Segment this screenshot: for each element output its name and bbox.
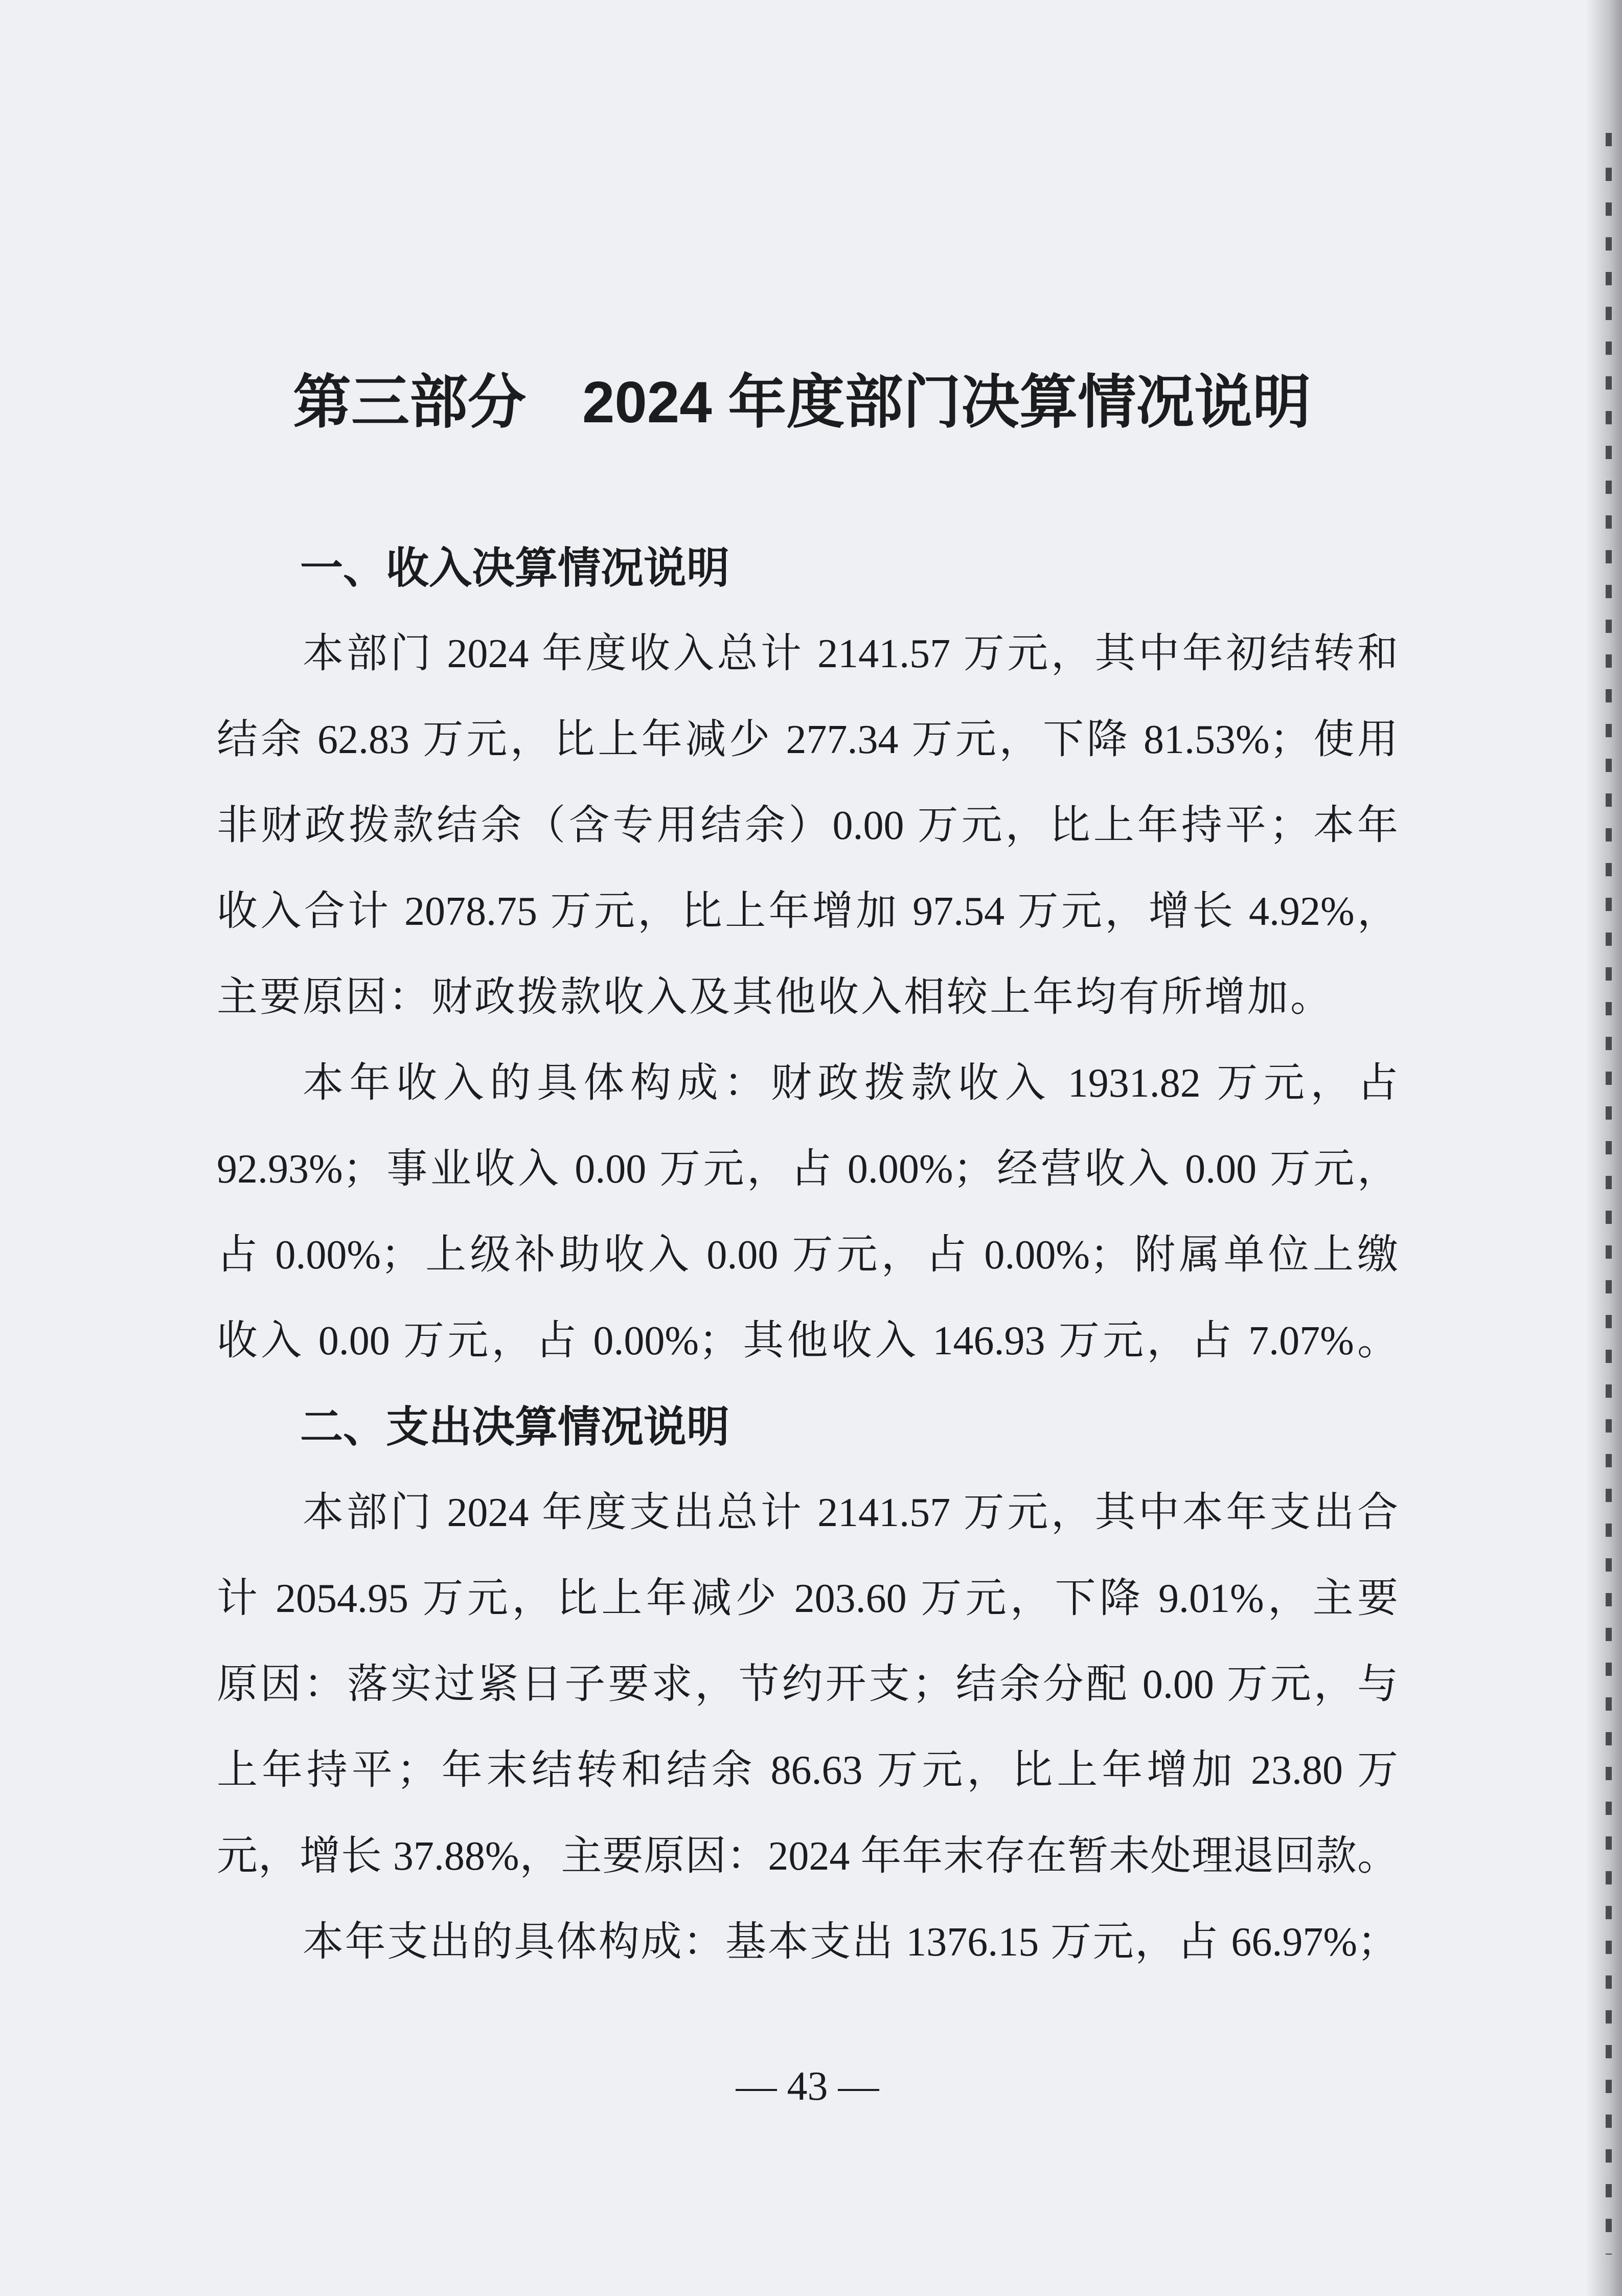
paragraph-line: 上年持平；年末结转和结余 86.63 万元，比上年增加 23.80 万 [217, 1748, 1398, 1793]
paragraph-line: 非财政拨款结余（含专用结余）0.00 万元，比上年持平；本年 [217, 803, 1398, 848]
paragraph-line: 结余 62.83 万元，比上年减少 277.34 万元，下降 81.53%；使用 [217, 717, 1398, 762]
paragraph-line: 本年收入的具体构成：财政拨款收入 1931.82 万元，占 [303, 1061, 1398, 1106]
page-title [293, 362, 1311, 444]
section-income [217, 525, 1398, 1384]
paragraph [217, 1040, 1398, 1384]
title-text: 2024 年度部门决算情况说明 [582, 370, 1311, 435]
paragraph-line: 元，增长 37.88%，主要原因：2024 年年末存在暂未处理退回款。 [217, 1834, 1398, 1879]
paragraph [217, 1899, 1398, 1985]
paragraph-line: 原因：落实过紧日子要求，节约开支；结余分配 0.00 万元，与 [217, 1662, 1398, 1707]
section-heading: 一、收入决算情况说明 [300, 544, 730, 592]
paragraph-line: 占 0.00%；上级补助收入 0.00 万元，占 0.00%；附属单位上缴 [217, 1233, 1398, 1278]
paragraph-line: 92.93%；事业收入 0.00 万元，占 0.00%；经营收入 0.00 万元， [217, 1147, 1398, 1192]
paragraph-line: 本年支出的具体构成：基本支出 1376.15 万元，占 66.97%； [303, 1920, 1398, 1965]
paragraph-line: 本部门 2024 年度支出总计 2141.57 万元，其中本年支出合 [303, 1490, 1398, 1535]
paragraph [217, 1470, 1398, 1899]
paragraph-line: 本部门 2024 年度收入总计 2141.57 万元，其中年初结转和 [303, 631, 1398, 676]
document-body [217, 525, 1398, 1985]
title-part-label: 第三部分 [293, 370, 527, 435]
page-edge-shadow [1585, 0, 1622, 2296]
section-heading: 二、支出决算情况说明 [300, 1403, 730, 1451]
page-number: — 43 — [736, 2064, 879, 2109]
binding-edge-marks [1606, 133, 1612, 2255]
paragraph-line: 收入 0.00 万元，占 0.00%；其他收入 146.93 万元，占 7.07%。 [217, 1319, 1398, 1363]
paragraph-line: 主要原因：财政拨款收入及其他收入相较上年均有所增加。 [217, 975, 1333, 1020]
paragraph-line: 计 2054.95 万元，比上年减少 203.60 万元，下降 9.01%，主要 [217, 1576, 1398, 1621]
paragraph [217, 611, 1398, 1040]
paragraph-line: 收入合计 2078.75 万元，比上年增加 97.54 万元，增长 4.92%， [217, 889, 1398, 934]
section-expenditure [217, 1384, 1398, 1985]
